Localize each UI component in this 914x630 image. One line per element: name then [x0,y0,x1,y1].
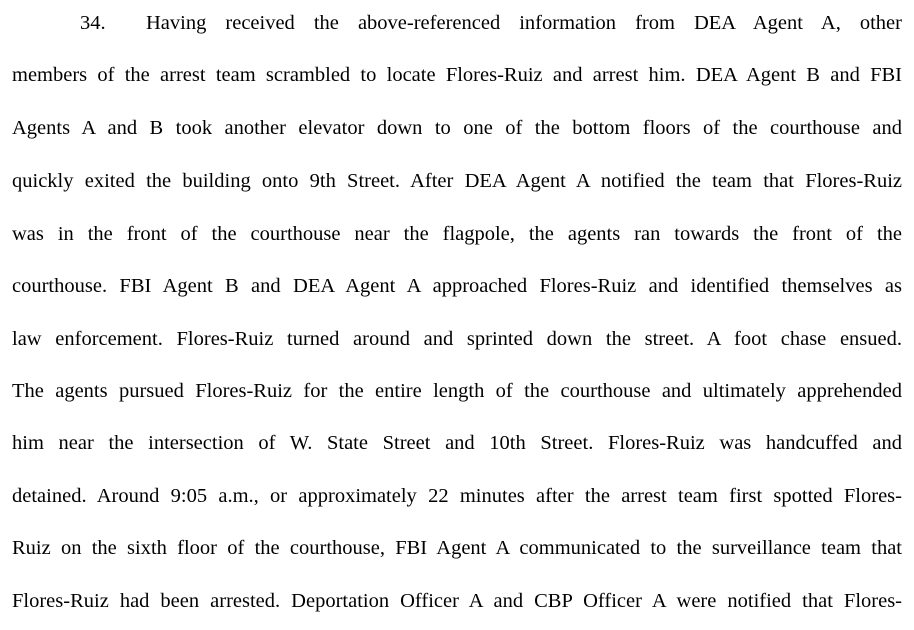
paragraph-line-1: Having received the above-referenced information from DEA Agent A, other [146,12,902,34]
paragraph-line-8: The agents pursued Flores-Ruiz for the entire length of the courthouse and ultimately apprehended [12,380,902,402]
paragraph-line-3: Agents A and B took another elevator down to one of the bottom floors of the courthouse and [12,117,902,139]
paragraph-line-9: him near the intersection of W. State Street and 10th Street. Flores-Ruiz was handcuffed and [12,432,902,454]
paragraph-line-12: Flores-Ruiz had been arrested. Deportation Officer A and CBP Officer A were notified that Flores- [12,590,902,612]
paragraph-line-10: detained. Around 9:05 a.m., or approximately 22 minutes after the arrest team first spotted Flores- [12,485,902,507]
paragraph-line-5: was in the front of the courthouse near the flagpole, the agents ran towards the front of the [12,223,902,245]
paragraph-number: 34. [80,12,106,34]
paragraph-line-4: quickly exited the building onto 9th Street. After DEA Agent A notified the team that Flores-Ruiz [12,170,902,192]
paragraph-line-7: law enforcement. Flores-Ruiz turned around and sprinted down the street. A foot chase ensued. [12,328,902,350]
paragraph-line-6: courthouse. FBI Agent B and DEA Agent A approached Flores-Ruiz and identified themselves as [12,275,902,297]
paragraph-line-11: Ruiz on the sixth floor of the courthouse, FBI Agent A communicated to the surveillance team that [12,537,902,559]
paragraph-line-2: members of the arrest team scrambled to locate Flores-Ruiz and arrest him. DEA Agent B and FBI [12,64,902,86]
